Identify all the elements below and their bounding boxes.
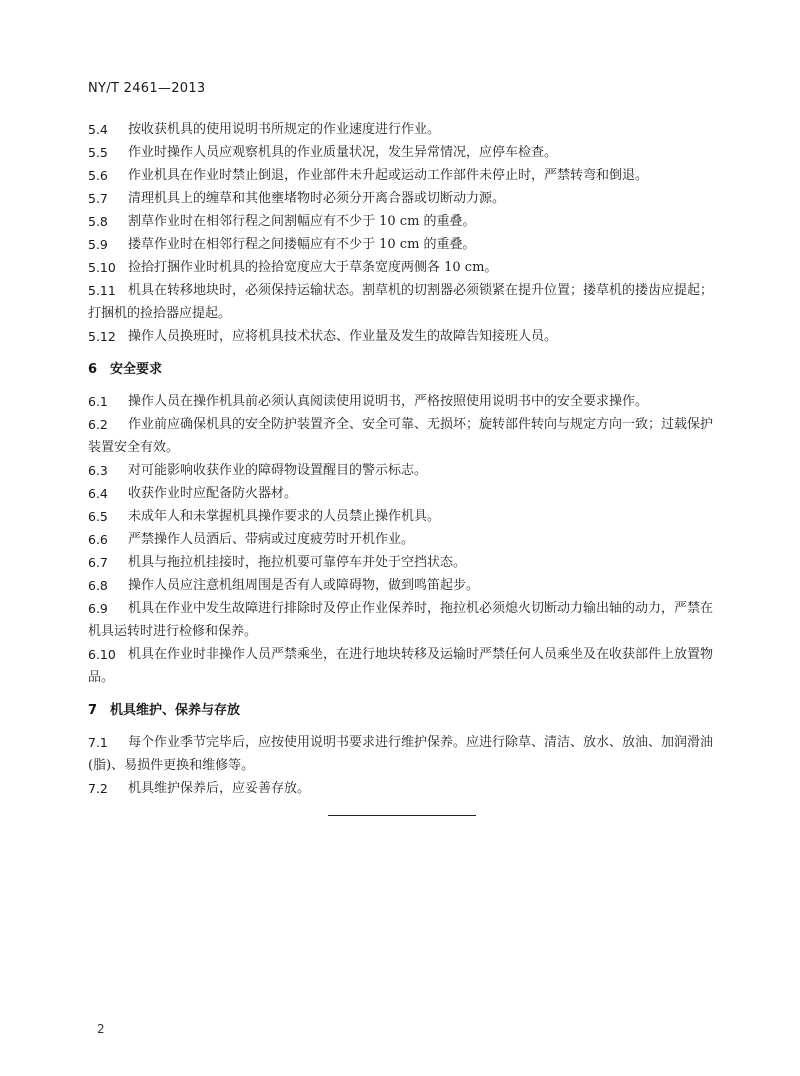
clause-6-10 [88,643,720,689]
clause-5-11 [88,279,720,325]
clause-6-7 [88,551,720,574]
clause-5-5 [88,141,720,164]
clause-text: 捡拾打捆作业时机具的捡拾宽度应大于草条宽度两侧各 10 cm。 [128,260,498,275]
clause-number: 6.8 [88,578,108,593]
section-6-heading [88,358,720,381]
clause-5-7 [88,187,720,210]
clause-text: 严禁操作人员酒后、带病或过度疲劳时开机作业。 [128,532,415,547]
clause-5-10 [88,256,720,279]
clause-text: 操作人员应注意机组周围是否有人或障碍物，做到鸣笛起步。 [128,578,480,593]
clause-text: 机具在转移地块时，必须保持运输状态。割草机的切割器必须锁紧在提升位置；搂草机的搂齿应提起；打捆机的捡拾器应提起。 [88,283,714,321]
clause-6-2 [88,413,720,459]
clause-number: 6.4 [88,486,108,501]
clause-5-12 [88,325,720,348]
clause-text: 割草作业时在相邻行程之间割幅应有不少于 10 cm 的重叠。 [128,214,476,229]
clause-text: 机具维护保养后，应妥善存放。 [128,781,311,796]
clause-7-2 [88,777,720,800]
clause-number: 5.5 [88,145,108,160]
clause-text: 机具在作业时非操作人员严禁乘坐，在进行地块转移及运输时严禁任何人员乘坐及在收获部件上放置物品。 [88,647,714,685]
page-number: 2 [97,1022,105,1036]
clause-number: 5.7 [88,191,108,206]
clause-6-8 [88,574,720,597]
clause-5-6 [88,164,720,187]
clause-number: 6.2 [88,417,108,432]
clause-number: 7.2 [88,781,108,796]
clause-number: 6.10 [88,647,116,662]
standard-code-header: NY/T 2461—2013 [88,81,206,96]
clause-number: 5.11 [88,283,116,298]
clause-6-1 [88,390,720,413]
clause-number: 6.7 [88,555,108,570]
clause-number: 5.10 [88,260,116,275]
clause-text: 操作人员在操作机具前必须认真阅读使用说明书，严格按照使用说明书中的安全要求操作。 [128,394,649,409]
clause-text: 收获作业时应配备防火器材。 [128,486,298,501]
clause-6-5 [88,505,720,528]
clause-text: 作业机具在作业时禁止倒退，作业部件未升起或运动工作部件未停止时，严禁转弯和倒退。 [128,168,649,183]
clause-number: 6.6 [88,532,108,547]
end-of-standard-rule [328,815,476,816]
clause-number: 6.9 [88,601,108,616]
clause-number: 5.4 [88,122,108,137]
clause-6-6 [88,528,720,551]
clause-text: 每个作业季节完毕后，应按使用说明书要求进行维护保养。应进行除草、清洁、放水、放油、加润滑油(脂)、易损件更换和维修等。 [88,735,714,773]
clause-number: 5.6 [88,168,108,183]
clause-text: 搂草作业时在相邻行程之间搂幅应有不少于 10 cm 的重叠。 [128,237,476,252]
document-body [88,118,720,800]
section-title-text: 机具维护、保养与存放 [110,703,241,718]
clause-text: 按收获机具的使用说明书所规定的作业速度进行作业。 [128,122,441,137]
clause-6-3 [88,459,720,482]
clause-7-1 [88,731,720,777]
clause-5-4 [88,118,720,141]
clause-number: 5.8 [88,214,108,229]
clause-number: 7.1 [88,735,108,750]
clause-number: 6.5 [88,509,108,524]
clause-5-8 [88,210,720,233]
clause-text: 机具与拖拉机挂接时，拖拉机要可靠停车并处于空挡状态。 [128,555,467,570]
clause-text: 清理机具上的缠草和其他壅堵物时必须分开离合器或切断动力源。 [128,191,506,206]
clause-text: 作业前应确保机具的安全防护装置齐全、安全可靠、无损坏；旋转部件转向与规定方向一致；过载保护装置安全有效。 [88,417,714,455]
clause-text: 对可能影响收获作业的障碍物设置醒目的警示标志。 [128,463,428,478]
clause-number: 6.3 [88,463,108,478]
clause-5-9 [88,233,720,256]
section-7-heading [88,699,720,722]
clause-number: 5.9 [88,237,108,252]
section-number: 6 [88,362,98,377]
clause-6-4 [88,482,720,505]
clause-text: 未成年人和未掌握机具操作要求的人员禁止操作机具。 [128,509,441,524]
clause-text: 操作人员换班时，应将机具技术状态、作业量及发生的故障告知接班人员。 [128,329,558,344]
clause-6-9 [88,597,720,643]
clause-text: 机具在作业中发生故障进行排除时及停止作业保养时，拖拉机必须熄火切断动力输出轴的动力，严禁在机具运转时进行检修和保养。 [88,601,714,639]
section-title-text: 安全要求 [110,362,163,377]
clause-number: 6.1 [88,394,108,409]
section-number: 7 [88,703,98,718]
clause-text: 作业时操作人员应观察机具的作业质量状况，发生异常情况，应停车检查。 [128,145,558,160]
clause-number: 5.12 [88,329,116,344]
